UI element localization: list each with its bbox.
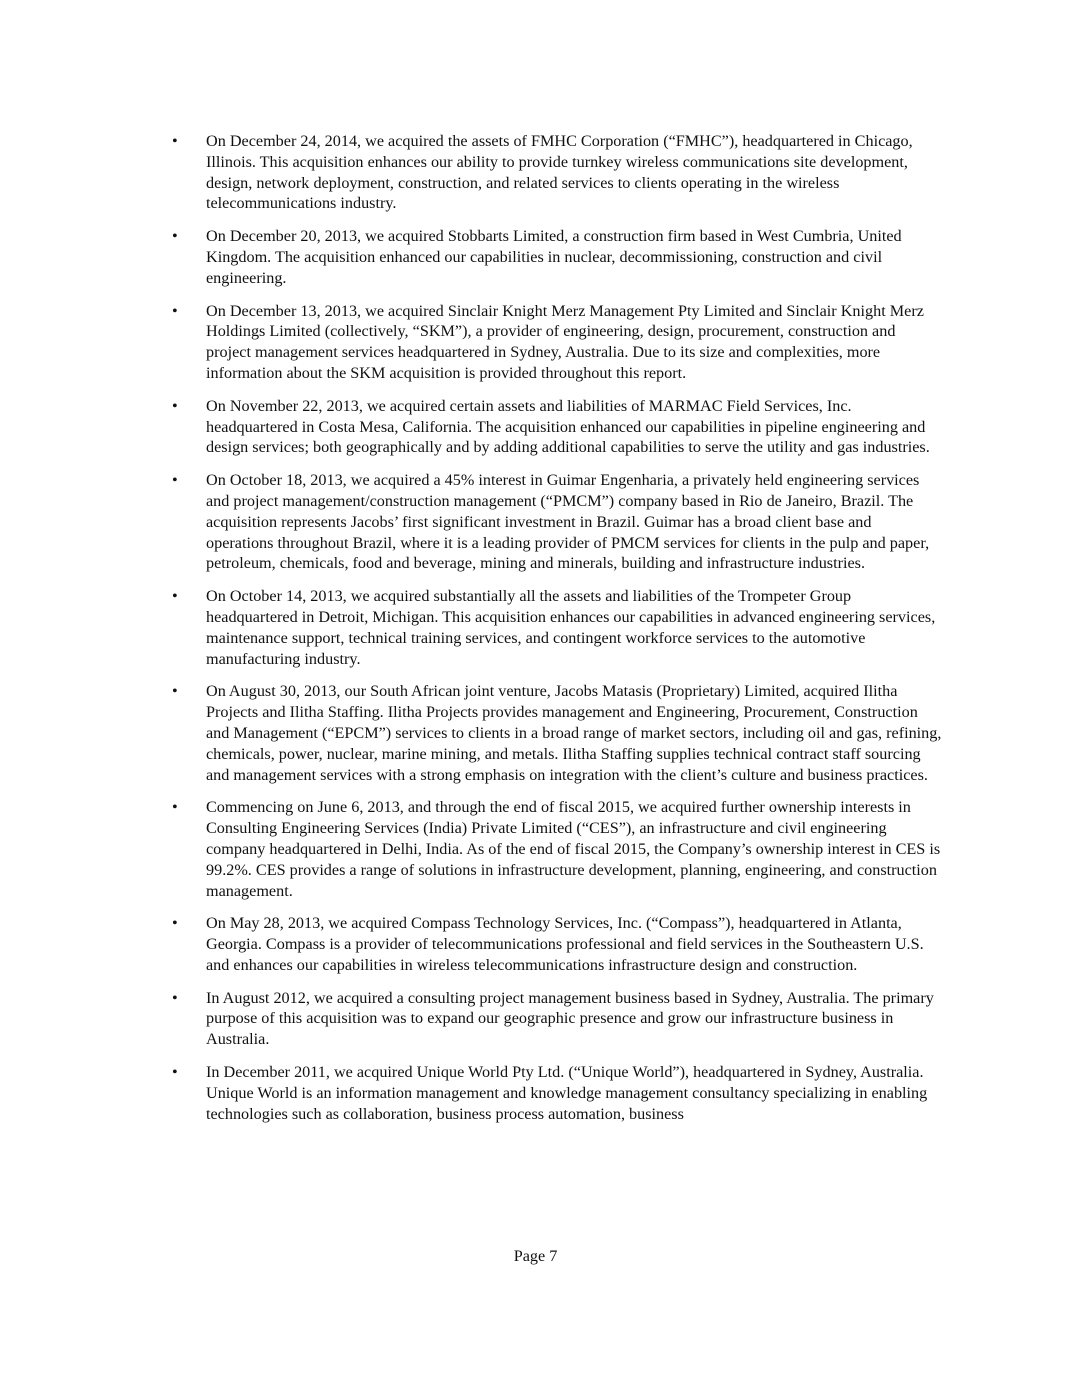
list-item — [172, 681, 942, 785]
list-item — [172, 396, 942, 458]
page-number: Page 7 — [513, 1247, 558, 1265]
list-item-text: On May 28, 2013, we acquired Compass Technology Services, Inc. (“Compass”), headquartered in Atlanta, Georgia. Compass is a provider of telecommunications professional and field services in the Southeastern U.S. and enhances our capabilities in wireless telecommunications infrastructure design and construction. — [206, 914, 924, 974]
list-item — [172, 131, 942, 214]
list-item — [172, 913, 942, 975]
list-item-text: On November 22, 2013, we acquired certain assets and liabilities of MARMAC Field Services, Inc. headquartered in Costa Mesa, California. The acquisition enhanced our capabilities in pipeline engineering and design services; both geographically and by adding additional capabilities to serve the utility and gas industries. — [206, 396, 930, 457]
list-item — [172, 586, 942, 669]
list-item-text: On December 13, 2013, we acquired Sinclair Knight Merz Management Pty Limited and Sinclair Knight Merz Holdings Limited (collectively, “SKM”), a provider of engineering, design, procurement, construction and project management services headquartered in Sydney, Australia. Due to its size and complexities, more information about the SKM acquisition is provided throughout this report. — [206, 301, 924, 382]
list-item-text: On October 14, 2013, we acquired substantially all the assets and liabilities of the Trompeter Group headquartered in Detroit, Michigan. This acquisition enhances our capabilities in advanced engineering services, maintenance support, technical training services, and contingent workforce services to the automotive manufacturing industry. — [206, 587, 936, 668]
bullet-icon: • — [172, 914, 178, 933]
bullet-icon: • — [172, 682, 178, 701]
bullet-icon: • — [172, 798, 178, 817]
bullet-icon: • — [172, 132, 178, 150]
bullet-icon: • — [172, 1063, 178, 1082]
bullet-icon: • — [172, 227, 178, 246]
list-item — [172, 1062, 942, 1124]
list-item-text: In August 2012, we acquired a consulting project management business based in Sydney, Australia. The primary purpose of this acquisition was to expand our geographic presence and grow our infrastructure business in Australia. — [206, 988, 934, 1049]
list-item-text: On August 30, 2013, our South African joint venture, Jacobs Matasis (Proprietary) Limited, acquired Ilitha Projects and Ilitha Staffing. Ilitha Projects provides management and Engineering, Procurement, Construction and Management (“EPCM”) services to clients in a broad range of market sectors, including oil and gas, refining, chemicals, power, nuclear, marine mining, and metals. Ilitha Staffing supplies technical contract staff sourcing and management services with a strong emphasis on integration with the client’s culture and business practices. — [206, 682, 942, 784]
bullet-icon: • — [172, 587, 178, 606]
list-item — [172, 988, 942, 1050]
list-item-text: Commencing on June 6, 2013, and through the end of fiscal 2015, we acquired further ownership interests in Consulting Engineering Services (India) Private Limited (“CES”), an infrastructure and civil engineering company headquartered in Delhi, India. As of the end of fiscal 2015, the Company’s ownership interest in CES is 99.2%. CES provides a range of solutions in infrastructure development, planning, engineering, and construction management. — [206, 798, 941, 900]
list-item-text: On December 24, 2014, we acquired the assets of FMHC Corporation (“FMHC”), headquartered in Chicago, Illinois. This acquisition enhances our ability to provide turnkey wireless communications site development, design, network deployment, construction, and related services to clients operating in the wireless telecommunications industry. — [206, 132, 913, 213]
list-item — [172, 797, 942, 901]
list-item — [172, 301, 942, 384]
bullet-icon: • — [172, 301, 178, 320]
bullet-icon: • — [172, 471, 178, 490]
list-item-text: On October 18, 2013, we acquired a 45% interest in Guimar Engenharia, a privately held engineering services and project management/construction management (“PMCM”) company based in Rio de Janeiro, Brazil. The acquisition represents Jacobs’ first significant investment in Brazil. Guimar has a broad client base and operations throughout Brazil, where it is a leading provider of PMCM services for clients in the pulp and paper, petroleum, chemicals, food and beverage, mining and minerals, building and infrastructure industries. — [206, 471, 930, 573]
list-item-text: On December 20, 2013, we acquired Stobbarts Limited, a construction firm based in West Cumbria, United Kingdom. The acquisition enhanced our capabilities in nuclear, decommissioning, construction and civil engineering. — [206, 227, 902, 287]
bullet-icon: • — [172, 988, 178, 1007]
bullet-icon: • — [172, 396, 178, 415]
acquisitions-bullet-list — [172, 131, 942, 1136]
list-item — [172, 226, 942, 288]
list-item-text: In December 2011, we acquired Unique World Pty Ltd. (“Unique World”), headquartered in Sydney, Australia. Unique World is an information management and knowledge management consultancy specializing in enabling technologies such as collaboration, business process automation, business — [206, 1063, 928, 1123]
list-item — [172, 470, 942, 574]
